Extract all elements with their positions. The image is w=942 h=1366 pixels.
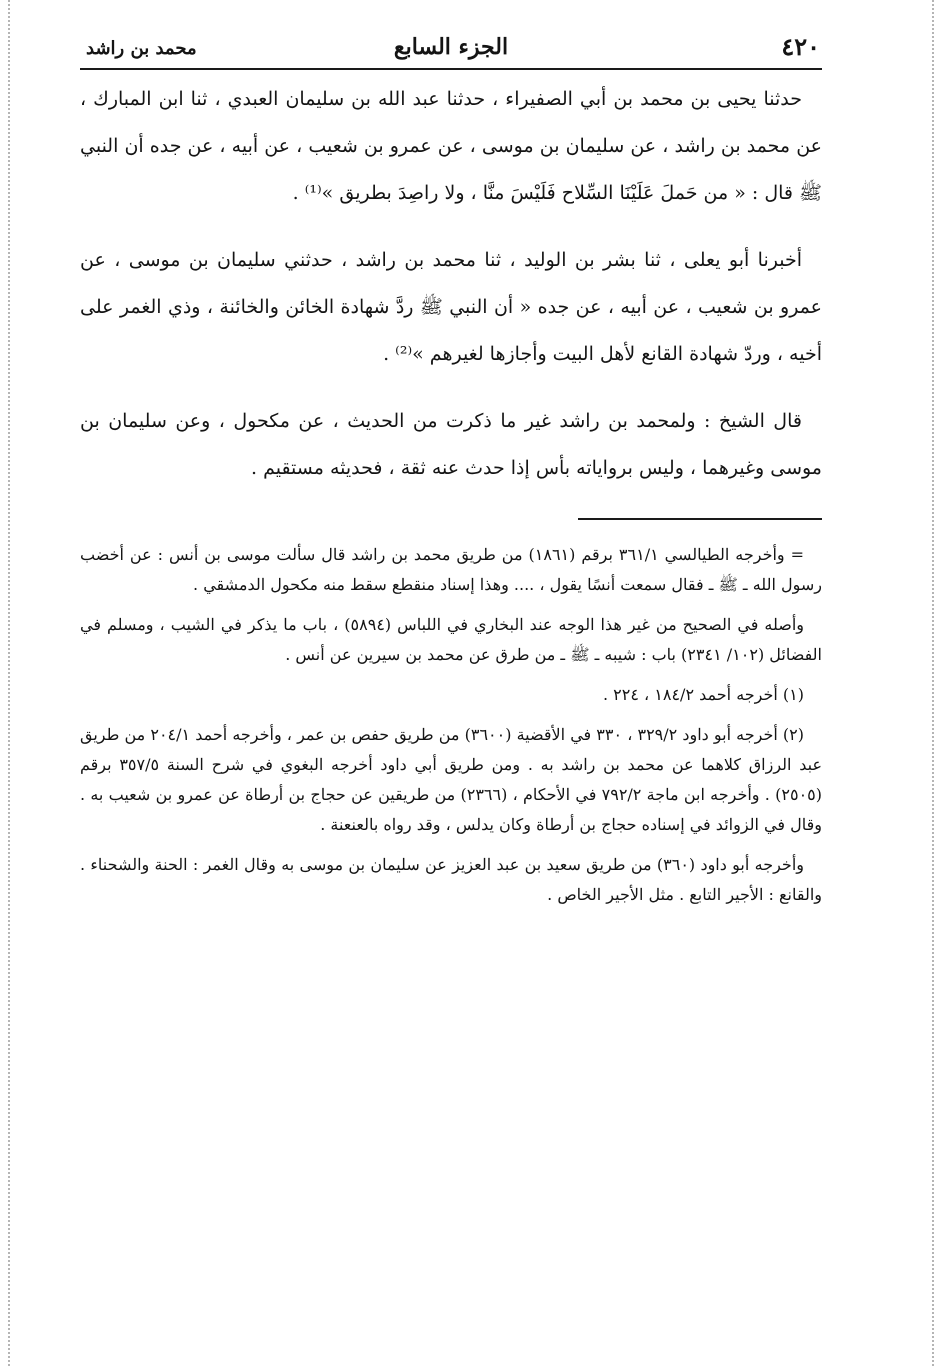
paragraph: [80, 237, 822, 378]
paragraph: [80, 398, 822, 492]
footnote-text: وأصله في الصحيح من غير هذا الوجه عند البخاري في اللباس (٥٨٩٤) ، باب ما يذكر في الشيب ، ومسلم في الفضائل (١٠٢/ ٢٣٤١) باب : شيبه ـ ﷺ ـ من طرق عن محمد بن سيرين عن أنس .: [80, 615, 822, 664]
footnote: [80, 680, 822, 710]
paragraph-text: قال الشيخ : ولمحمد بن راشد غير ما ذكرت من الحديث ، عن مكحول ، وعن سليمان بن موسى وغيرهما ، وليس برواياته بأس إذا حدث عنه ثقة ، فحديثه مستقيم .: [80, 410, 822, 479]
main-text: [80, 76, 822, 492]
page-header: [80, 28, 822, 70]
footnote-text: (١) أخرجه أحمد ١٨٤/٢ ، ٢٢٤ .: [602, 685, 804, 704]
footnote: [80, 720, 822, 840]
footnote: [80, 850, 822, 910]
footnote-text: (٢) أخرجه أبو داود ٣٢٩/٢ ، ٣٣٠ في الأقضية (٣٦٠٠) من طريق حفص بن عمر ، وأخرجه أحمد ٢٠٤/١ من طريق عبد الرزاق كلاهما عن محمد بن راشد به . ومن طريق أبي داود أخرجه البغوي في شرح السنة ٣٥٧/٥ برقم (٢٥٠٥) . وأخرجه ابن ماجة ٧٩٢/٢ في الأحكام ، (٢٣٦٦) من طريقين عن حجاج بن أرطاة عن عمرو بن شعيب به . وقال في الزوائد في إسناده حجاج بن أرطاة وكان يدلس ، وقد رواه بالعنعنة .: [80, 725, 823, 834]
paragraph-text: حدثنا يحيى بن محمد بن أبي الصفيراء ، حدثنا عبد الله بن سليمان العبدي ، ثنا ابن المبارك ، عن محمد بن راشد ، عن سليمان بن موسى ، عن عمرو بن شعيب ، عن أبيه ، عن جده أن النبي ﷺ قال : « من حَملَ عَلَيْنَا السِّلاح فَلَيْسَ منَّا ، ولا راصِدَ بطريق »⁽¹⁾ .: [80, 88, 822, 204]
footnote: [80, 540, 822, 600]
paragraph: [80, 76, 822, 217]
footnote-separator: [578, 518, 822, 520]
scan-margin-left: [8, 0, 10, 1366]
page-number: ٤٢٠: [781, 32, 820, 61]
footnotes: [80, 540, 822, 910]
paragraph-text: أخبرنا أبو يعلى ، ثنا بشر بن الوليد ، ثنا محمد بن راشد ، حدثني سليمان بن موسى ، عن عمرو بن شعيب ، عن أبيه ، عن جده « أن النبي ﷺ ردَّ شهادة الخائن والخائنة ، وذي الغمر على أخيه ، وردّ شهادة القانع لأهل البيت وأجازها لغيرهم »⁽²⁾ .: [80, 249, 822, 365]
volume-title: الجزء السابع: [393, 34, 509, 60]
page: [80, 28, 822, 910]
scan-margin-right: [932, 0, 934, 1366]
running-head: محمد بن راشد: [86, 38, 197, 59]
footnote: [80, 610, 822, 670]
footnote-text: وأخرجه أبو داود (٣٦٠) من طريق سعيد بن عبد العزيز عن سليمان بن موسى به وقال الغمر : الحنة والشحناء . والقانع : الأجير التابع . مثل الأجير الخاص .: [80, 855, 822, 904]
footnote-text: = وأخرجه الطيالسي ٣٦١/١ برقم (١٨٦١) من طريق محمد بن راشد قال سألت موسى بن أنس : عن أخضب رسول الله ـ ﷺ ـ فقال سمعت أنسًا يقول ، .... وهذا إسناد منقطع سقط منه مكحول الدمشقي .: [80, 545, 822, 594]
